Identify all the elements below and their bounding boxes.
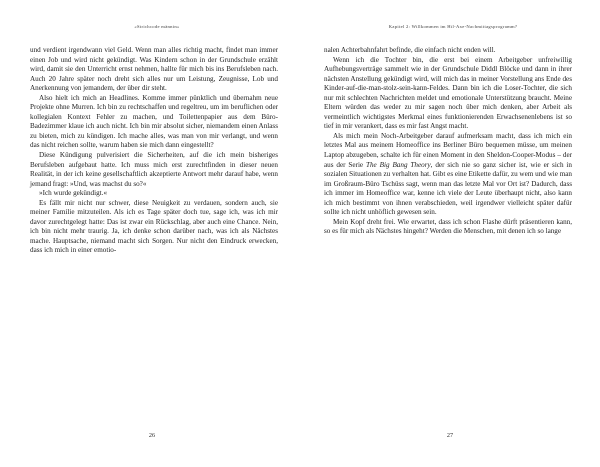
paragraph: nalen Achterbahnfahrt befinde, die einfach nicht enden will.	[324, 46, 496, 54]
series-title: The Big Bang	[366, 160, 408, 169]
left-running-head: «Strichcode männin»	[134, 24, 180, 29]
paragraph: und verdient irgendwann viel Geld. Wenn man alles richtig macht, findet man immer einen Job und wird nicht gekündigt. Was Kindern schon in der Grundschule erzählt wird, damit sie den Unterricht ernst nehmen, hallte für mich bis ins Berufsleben nach. Auch 20 Jahre später noch dreht sich alles nur um Leistung, Zeugnisse, Lob und Anerkennung von jemandem, der über dir steht.	[30, 46, 278, 93]
right-page	[300, 0, 600, 467]
paragraph-text-before-title: Als mich mein Noch-Arbeitgeber darauf aufmerksam macht, dass ich mich ein letztes Mal aus meinem Homeoffice ins Berliner Büro bequemen müsse, um meinen Laptop abzugeben, schalte ich für einen Moment in den Sheldon-Cooper-Modus – der aus der Serie	[324, 131, 572, 169]
right-running-head: Kapitel 2: Willkommen im Hil-Axe-Nachmittagsprogramm?	[388, 24, 518, 29]
paragraph: Also hielt ich mich an Headlines. Komme immer pünktlich und übernahm neue Projekte ohne Murren. Ich bin zu rechtschaffen und regeltreu, um im beruflichen oder kollegialen Kontext Fehler zu machen, und Toilettenpapier aus dem Büro-Badezimmer klaue ich auch nicht. Ich bin mir absolut sicher, niemandem einen Anlass zu bieten, mich zu kündigen. Ich mache alles, was man von mir verlangt, und wenn das nicht reichen sollte, warum haben sie mich dann eingestellt?	[30, 93, 278, 150]
series-title-continued: Theory	[410, 160, 431, 169]
paragraph: »Ich wurde gekündigt.«	[39, 189, 108, 198]
paragraph-with-title	[324, 132, 572, 218]
page-number-right: 27	[446, 432, 454, 439]
page-number-left: 26	[148, 432, 156, 439]
left-page-textblock	[30, 46, 278, 256]
paragraph: Wenn ich die Tochter bin, die erst bei einem Arbeitgeber unfreiwillig Aufhebungsverträge sammelt wie in der Grundschule Diddl Blöcke und dann in ihrer nächsten Anstellung gekündigt wird, will mich das in meiner Vorstellung ans Ende des Kinder-auf-die-man-stolz-sein-kann-Feldes. Dann bin ich die Loser-Tochter, die sich nur mit schlechten Nachrichten meldet und emotionale Unterstützung braucht. Meine Eltern würden das weder zu mir sagen noch über mich denken, aber Arbeit als vermeintlich wichtigstes Merkmal eines funktionierenden Erwachsenenlebens ist so tief in mir verankert, dass es mir fast Angst macht.	[324, 55, 572, 131]
paragraph: Mein Kopf dreht frei. Wie erwartet, dass ich schon Flashe dürft präsentieren kann, so es für mich als Nächstes hingeht? Werden die Menschen, mit denen ich so lange	[324, 217, 572, 236]
paragraph: Diese Kündigung pulverisiert die Sicherheiten, auf die ich mein bisheriges Berufsleben aufgebaut hatte. Ich muss mich erst zurechtfinden in dieser neuen Realität, in der ich keine gesellschaftlich akzeptierte Antwort mehr darauf habe, wenn jemand fragt: »Und, was machst du so?«	[30, 151, 278, 188]
paragraph-text-after-title: , der sich nie so ganz sicher ist, wie er sich in sozialen Situationen zu verhalten hat. Gibt es eine Etikette dafür, zu wem und wie man im Großraum-Büro Tschüss sagt, wenn man das letzte Mal vor Ort ist? Dadurch, dass ich immer im Homeoffice war, kenne ich viele der Leute überhaupt nicht, also kann ich mich bestimmt von ihnen verabschieden, weil irgendwer vielleicht später dafür sollte ich nicht unhöflich gewesen sein.	[324, 160, 572, 217]
right-page-textblock	[324, 46, 572, 237]
paragraph: Es fällt mir nicht nur schwer, diese Neuigkeit zu verdauen, sondern auch, sie meiner Familie mitzuteilen. Als ich es Tage später doch tue, sage ich, was ich mir davor zurechtgelegt hatte: Das ist zwar ein Rückschlag, aber auch eine Chance. Nein, ich bin nicht mehr traurig. Ja, ich denke schon darüber nach, was ich als Nächstes mache. Hauptsache, niemand macht sich Sorgen. Nur nicht den Eindruck erwecken, dass ich mich in einer emotio-	[30, 198, 278, 255]
